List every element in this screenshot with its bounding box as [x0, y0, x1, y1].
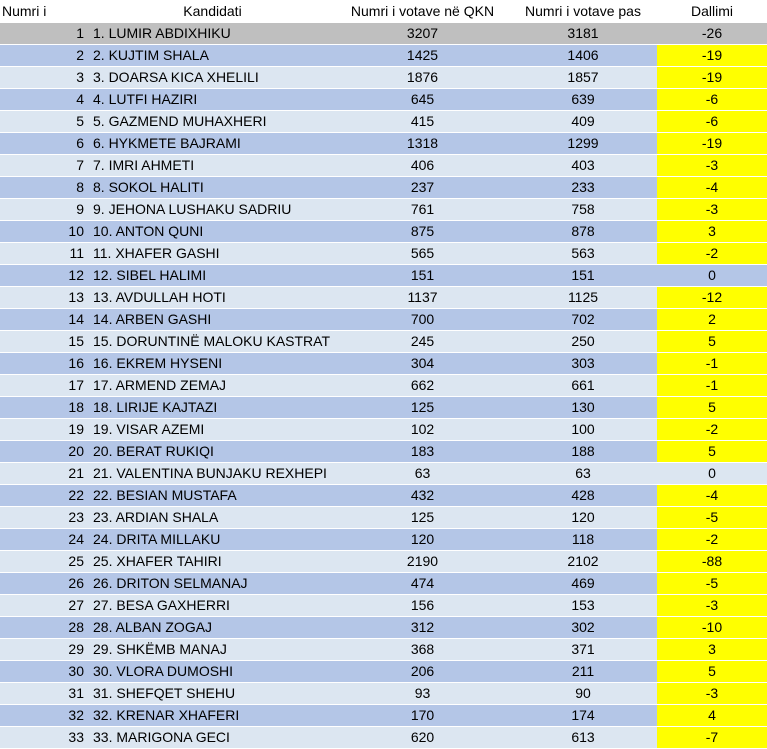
table-row	[0, 375, 767, 397]
table-row	[0, 45, 767, 67]
table-row	[0, 265, 767, 287]
header-difference[interactable]: Dallimi	[657, 0, 767, 23]
candidate-name-cell[interactable]: 14. ARBEN GASHI	[89, 309, 336, 331]
votes-after-cell[interactable]: 3181	[509, 23, 657, 45]
header-candidate[interactable]: Kandidati	[89, 0, 336, 23]
row-number-cell[interactable]: 21	[0, 463, 89, 485]
votes-qkn-cell[interactable]: 206	[336, 661, 509, 683]
votes-qkn-cell[interactable]: 875	[336, 221, 509, 243]
difference-cell[interactable]: -4	[657, 177, 767, 199]
difference-cell[interactable]: -2	[657, 419, 767, 441]
votes-after-cell[interactable]: 563	[509, 243, 657, 265]
row-number-cell[interactable]: 2	[0, 45, 89, 67]
candidate-name-cell[interactable]: 22. BESIAN MUSTAFA	[89, 485, 336, 507]
row-number-cell[interactable]: 13	[0, 287, 89, 309]
difference-cell[interactable]: -5	[657, 507, 767, 529]
candidate-name-cell[interactable]: 30. VLORA DUMOSHI	[89, 661, 336, 683]
candidate-name-cell[interactable]: 18. LIRIJE KAJTAZI	[89, 397, 336, 419]
votes-qkn-cell[interactable]: 1318	[336, 133, 509, 155]
votes-qkn-cell[interactable]: 125	[336, 507, 509, 529]
votes-after-cell[interactable]: 639	[509, 89, 657, 111]
difference-cell[interactable]: -4	[657, 485, 767, 507]
difference-cell[interactable]: 3	[657, 639, 767, 661]
table-row	[0, 485, 767, 507]
votes-after-cell[interactable]: 613	[509, 727, 657, 749]
table-row	[0, 287, 767, 309]
difference-cell[interactable]: -12	[657, 287, 767, 309]
votes-after-cell[interactable]: 2102	[509, 551, 657, 573]
table-row	[0, 529, 767, 551]
candidate-name-cell[interactable]: 19. VISAR AZEMI	[89, 419, 336, 441]
votes-qkn-cell[interactable]: 662	[336, 375, 509, 397]
row-number-cell[interactable]: 18	[0, 397, 89, 419]
candidate-name-cell[interactable]: 11. XHAFER GASHI	[89, 243, 336, 265]
header-votes-after[interactable]: Numri i votave pas	[509, 0, 657, 23]
candidate-name-cell[interactable]: 5. GAZMEND MUHAXHERI	[89, 111, 336, 133]
votes-after-cell[interactable]: 211	[509, 661, 657, 683]
candidate-name-cell[interactable]: 28. ALBAN ZOGAJ	[89, 617, 336, 639]
difference-cell[interactable]: -3	[657, 155, 767, 177]
votes-qkn-cell[interactable]: 432	[336, 485, 509, 507]
table-row	[0, 89, 767, 111]
votes-after-cell[interactable]: 130	[509, 397, 657, 419]
candidate-name-cell[interactable]: 2. KUJTIM SHALA	[89, 45, 336, 67]
table-row	[0, 507, 767, 529]
row-number-cell[interactable]: 32	[0, 705, 89, 727]
row-number-cell[interactable]: 12	[0, 265, 89, 287]
table-row	[0, 221, 767, 243]
candidate-name-cell[interactable]: 12. SIBEL HALIMI	[89, 265, 336, 287]
votes-after-cell[interactable]: 302	[509, 617, 657, 639]
candidate-name-cell[interactable]: 27. BESA GAXHERRI	[89, 595, 336, 617]
votes-after-cell[interactable]: 1125	[509, 287, 657, 309]
difference-cell[interactable]: -26	[657, 23, 767, 45]
difference-cell[interactable]: -19	[657, 133, 767, 155]
table-row	[0, 551, 767, 573]
row-number-cell[interactable]: 7	[0, 155, 89, 177]
difference-cell[interactable]: 3	[657, 221, 767, 243]
candidate-name-cell[interactable]: 7. IMRI AHMETI	[89, 155, 336, 177]
row-number-cell[interactable]: 24	[0, 529, 89, 551]
candidate-name-cell[interactable]: 4. LUTFI HAZIRI	[89, 89, 336, 111]
votes-after-cell[interactable]: 428	[509, 485, 657, 507]
row-number-cell[interactable]: 28	[0, 617, 89, 639]
candidate-name-cell[interactable]: 6. HYKMETE BAJRAMI	[89, 133, 336, 155]
table-row	[0, 463, 767, 485]
row-number-cell[interactable]: 27	[0, 595, 89, 617]
row-number-cell[interactable]: 4	[0, 89, 89, 111]
candidate-name-cell[interactable]: 33. MARIGONA GECI	[89, 727, 336, 749]
votes-after-cell[interactable]: 702	[509, 309, 657, 331]
row-number-cell[interactable]: 5	[0, 111, 89, 133]
row-number-cell[interactable]: 8	[0, 177, 89, 199]
row-number-cell[interactable]: 10	[0, 221, 89, 243]
votes-qkn-cell[interactable]: 474	[336, 573, 509, 595]
candidate-name-cell[interactable]: 29. SHKËMB MANAJ	[89, 639, 336, 661]
row-number-cell[interactable]: 3	[0, 67, 89, 89]
table-row	[0, 419, 767, 441]
candidate-name-cell[interactable]: 16. EKREM HYSENI	[89, 353, 336, 375]
candidate-name-cell[interactable]: 13. AVDULLAH HOTI	[89, 287, 336, 309]
table-row	[0, 177, 767, 199]
difference-cell[interactable]: 5	[657, 441, 767, 463]
table-row	[0, 353, 767, 375]
votes-qkn-cell[interactable]: 565	[336, 243, 509, 265]
votes-qkn-cell[interactable]: 125	[336, 397, 509, 419]
table-row	[0, 23, 767, 45]
table-row	[0, 133, 767, 155]
header-row	[0, 0, 767, 23]
table-row	[0, 639, 767, 661]
votes-after-cell[interactable]: 1406	[509, 45, 657, 67]
votes-qkn-cell[interactable]: 151	[336, 265, 509, 287]
votes-qkn-cell[interactable]: 645	[336, 89, 509, 111]
votes-after-cell[interactable]: 758	[509, 199, 657, 221]
candidate-name-cell[interactable]: 21. VALENTINA BUNJAKU REXHEPI	[89, 463, 336, 485]
candidate-name-cell[interactable]: 20. BERAT RUKIQI	[89, 441, 336, 463]
table-row	[0, 617, 767, 639]
difference-cell[interactable]: -3	[657, 683, 767, 705]
candidate-name-cell[interactable]: 23. ARDIAN SHALA	[89, 507, 336, 529]
candidate-name-cell[interactable]: 10. ANTON QUNI	[89, 221, 336, 243]
votes-after-cell[interactable]: 469	[509, 573, 657, 595]
candidate-name-cell[interactable]: 31. SHEFQET SHEHU	[89, 683, 336, 705]
difference-cell[interactable]: 4	[657, 705, 767, 727]
votes-qkn-cell[interactable]: 700	[336, 309, 509, 331]
votes-qkn-cell[interactable]: 368	[336, 639, 509, 661]
table-row	[0, 595, 767, 617]
row-number-cell[interactable]: 17	[0, 375, 89, 397]
row-number-cell[interactable]: 14	[0, 309, 89, 331]
difference-cell[interactable]: -19	[657, 67, 767, 89]
row-number-cell[interactable]: 19	[0, 419, 89, 441]
table-header	[0, 0, 767, 23]
table-row	[0, 727, 767, 749]
votes-qkn-cell[interactable]: 761	[336, 199, 509, 221]
votes-after-cell[interactable]: 1857	[509, 67, 657, 89]
votes-qkn-cell[interactable]: 1876	[336, 67, 509, 89]
votes-after-cell[interactable]: 233	[509, 177, 657, 199]
votes-qkn-cell[interactable]: 183	[336, 441, 509, 463]
votes-qkn-cell[interactable]: 312	[336, 617, 509, 639]
row-number-cell[interactable]: 6	[0, 133, 89, 155]
votes-qkn-cell[interactable]: 245	[336, 331, 509, 353]
votes-after-cell[interactable]: 661	[509, 375, 657, 397]
candidate-name-cell[interactable]: 8. SOKOL HALITI	[89, 177, 336, 199]
votes-qkn-cell[interactable]: 102	[336, 419, 509, 441]
row-number-cell[interactable]: 30	[0, 661, 89, 683]
votes-qkn-cell[interactable]: 156	[336, 595, 509, 617]
candidate-name-cell[interactable]: 26. DRITON SELMANAJ	[89, 573, 336, 595]
votes-after-cell[interactable]: 188	[509, 441, 657, 463]
votes-qkn-cell[interactable]: 304	[336, 353, 509, 375]
difference-cell[interactable]: 0	[657, 265, 767, 287]
row-number-cell[interactable]: 1	[0, 23, 89, 45]
difference-cell[interactable]: -6	[657, 111, 767, 133]
votes-qkn-cell[interactable]: 120	[336, 529, 509, 551]
row-number-cell[interactable]: 16	[0, 353, 89, 375]
row-number-cell[interactable]: 15	[0, 331, 89, 353]
votes-after-cell[interactable]: 174	[509, 705, 657, 727]
votes-qkn-cell[interactable]: 3207	[336, 23, 509, 45]
votes-after-cell[interactable]: 371	[509, 639, 657, 661]
table-row	[0, 67, 767, 89]
difference-cell[interactable]: -19	[657, 45, 767, 67]
candidate-name-cell[interactable]: 3. DOARSA KICA XHELILI	[89, 67, 336, 89]
votes-qkn-cell[interactable]: 2190	[336, 551, 509, 573]
table-row	[0, 111, 767, 133]
difference-cell[interactable]: -88	[657, 551, 767, 573]
difference-cell[interactable]: -3	[657, 199, 767, 221]
row-number-cell[interactable]: 9	[0, 199, 89, 221]
candidate-name-cell[interactable]: 15. DORUNTINË MALOKU KASTRAT	[89, 331, 336, 353]
votes-qkn-cell[interactable]: 406	[336, 155, 509, 177]
table-row	[0, 309, 767, 331]
table-row	[0, 397, 767, 419]
difference-cell[interactable]: -1	[657, 375, 767, 397]
candidate-name-cell[interactable]: 25. XHAFER TAHIRI	[89, 551, 336, 573]
difference-cell[interactable]: 0	[657, 463, 767, 485]
difference-cell[interactable]: -7	[657, 727, 767, 749]
difference-cell[interactable]: -2	[657, 529, 767, 551]
candidate-name-cell[interactable]: 1. LUMIR ABDIXHIKU	[89, 23, 336, 45]
table-row	[0, 705, 767, 727]
row-number-cell[interactable]: 26	[0, 573, 89, 595]
votes-after-cell[interactable]: 90	[509, 683, 657, 705]
votes-after-cell[interactable]: 403	[509, 155, 657, 177]
row-number-cell[interactable]: 22	[0, 485, 89, 507]
row-number-cell[interactable]: 25	[0, 551, 89, 573]
row-number-cell[interactable]: 29	[0, 639, 89, 661]
votes-qkn-cell[interactable]: 237	[336, 177, 509, 199]
difference-cell[interactable]: -3	[657, 595, 767, 617]
row-number-cell[interactable]: 23	[0, 507, 89, 529]
votes-after-cell[interactable]: 63	[509, 463, 657, 485]
difference-cell[interactable]: -5	[657, 573, 767, 595]
table-row	[0, 243, 767, 265]
votes-after-cell[interactable]: 151	[509, 265, 657, 287]
votes-after-cell[interactable]: 409	[509, 111, 657, 133]
difference-cell[interactable]: 5	[657, 331, 767, 353]
votes-qkn-cell[interactable]: 620	[336, 727, 509, 749]
header-number[interactable]: Numri i	[0, 0, 89, 23]
table-row	[0, 331, 767, 353]
header-votes-qkn[interactable]: Numri i votave në QKN	[336, 0, 509, 23]
row-number-cell[interactable]: 33	[0, 727, 89, 749]
votes-after-cell[interactable]: 118	[509, 529, 657, 551]
votes-after-cell[interactable]: 250	[509, 331, 657, 353]
candidate-name-cell[interactable]: 17. ARMEND ZEMAJ	[89, 375, 336, 397]
votes-qkn-cell[interactable]: 93	[336, 683, 509, 705]
table-body	[0, 23, 767, 749]
row-number-cell[interactable]: 31	[0, 683, 89, 705]
candidate-name-cell[interactable]: 32. KRENAR XHAFERI	[89, 705, 336, 727]
votes-qkn-cell[interactable]: 170	[336, 705, 509, 727]
votes-after-cell[interactable]: 1299	[509, 133, 657, 155]
difference-cell[interactable]: -10	[657, 617, 767, 639]
difference-cell[interactable]: -1	[657, 353, 767, 375]
votes-qkn-cell[interactable]: 1137	[336, 287, 509, 309]
votes-qkn-cell[interactable]: 1425	[336, 45, 509, 67]
votes-after-cell[interactable]: 120	[509, 507, 657, 529]
difference-cell[interactable]: 5	[657, 661, 767, 683]
row-number-cell[interactable]: 20	[0, 441, 89, 463]
votes-qkn-cell[interactable]: 63	[336, 463, 509, 485]
votes-after-cell[interactable]: 100	[509, 419, 657, 441]
votes-qkn-cell[interactable]: 415	[336, 111, 509, 133]
difference-cell[interactable]: -2	[657, 243, 767, 265]
votes-after-cell[interactable]: 153	[509, 595, 657, 617]
table-row	[0, 683, 767, 705]
table-row	[0, 199, 767, 221]
table-row	[0, 661, 767, 683]
table-row	[0, 155, 767, 177]
difference-cell[interactable]: 2	[657, 309, 767, 331]
difference-cell[interactable]: -6	[657, 89, 767, 111]
votes-after-cell[interactable]: 878	[509, 221, 657, 243]
votes-after-cell[interactable]: 303	[509, 353, 657, 375]
candidate-name-cell[interactable]: 9. JEHONA LUSHAKU SADRIU	[89, 199, 336, 221]
table-row	[0, 441, 767, 463]
row-number-cell[interactable]: 11	[0, 243, 89, 265]
difference-cell[interactable]: 5	[657, 397, 767, 419]
candidate-name-cell[interactable]: 24. DRITA MILLAKU	[89, 529, 336, 551]
table-row	[0, 573, 767, 595]
